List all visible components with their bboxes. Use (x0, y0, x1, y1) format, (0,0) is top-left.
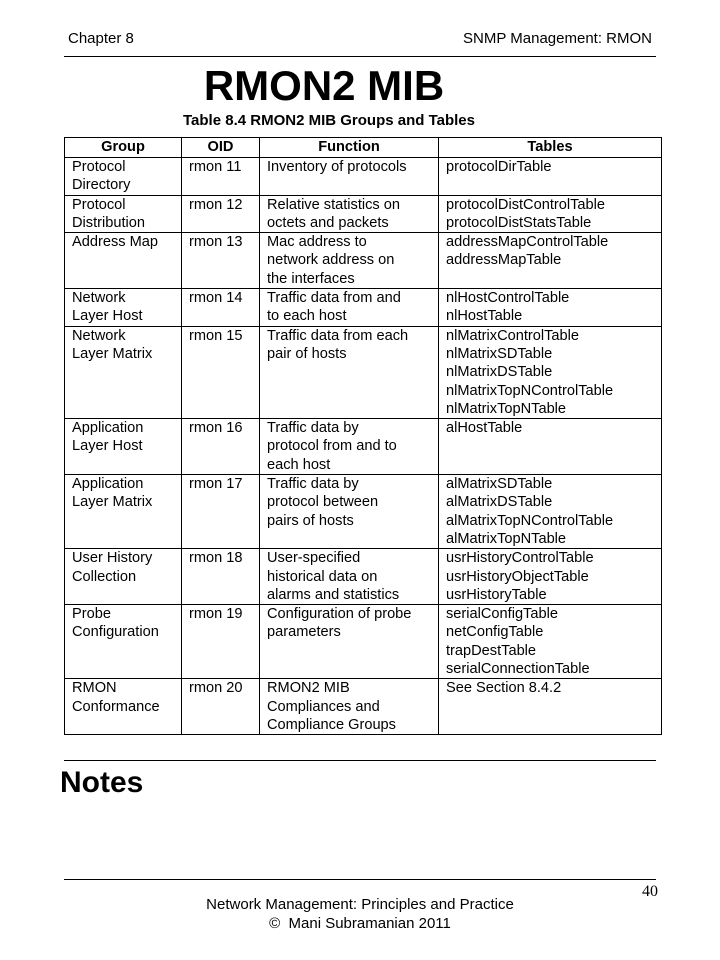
table-header-row (65, 138, 662, 158)
function-cell: Traffic data by protocol from and to each host (260, 419, 439, 475)
function-cell: Mac address to network address on the interfaces (260, 233, 439, 289)
column-header-tables: Tables (439, 138, 662, 158)
table-caption: Table 8.4 RMON2 MIB Groups and Tables (183, 112, 475, 129)
group-cell: Network Layer Matrix (65, 326, 182, 418)
function-cell: Traffic data by protocol between pairs of hosts (260, 475, 439, 549)
group-cell: Application Layer Matrix (65, 475, 182, 549)
function-cell: Relative statistics on octets and packets (260, 195, 439, 233)
function-cell: Traffic data from and to each host (260, 289, 439, 327)
group-cell: Application Layer Host (65, 419, 182, 475)
function-cell: Inventory of protocols (260, 158, 439, 196)
oid-cell: rmon 11 (182, 158, 260, 196)
oid-cell: rmon 18 (182, 549, 260, 605)
tables-cell: addressMapControlTable addressMapTable (439, 233, 662, 289)
function-cell: Configuration of probe parameters (260, 605, 439, 679)
oid-cell: rmon 20 (182, 679, 260, 735)
group-cell: Probe Configuration (65, 605, 182, 679)
table-row (65, 326, 662, 418)
chapter-label: Chapter 8 (68, 30, 134, 47)
tables-cell: nlHostControlTable nlHostTable (439, 289, 662, 327)
tables-cell: See Section 8.4.2 (439, 679, 662, 735)
tables-cell: usrHistoryControlTable usrHistoryObjectTable usrHistoryTable (439, 549, 662, 605)
table-row (65, 289, 662, 327)
oid-cell: rmon 13 (182, 233, 260, 289)
function-cell: User-specified historical data on alarms and statistics (260, 549, 439, 605)
table-row (65, 233, 662, 289)
group-cell: RMON Conformance (65, 679, 182, 735)
oid-cell: rmon 16 (182, 419, 260, 475)
rmon2-mib-table (64, 137, 662, 735)
column-header-function: Function (260, 138, 439, 158)
chapter-topic: SNMP Management: RMON (463, 30, 652, 47)
tables-cell: protocolDirTable (439, 158, 662, 196)
tables-cell: protocolDistControlTable protocolDistStatsTable (439, 195, 662, 233)
notes-heading: Notes (60, 766, 144, 799)
footer-divider (64, 879, 656, 880)
group-cell: Network Layer Host (65, 289, 182, 327)
footer-book-title: Network Management: Principles and Practice (206, 896, 514, 913)
group-cell: Protocol Distribution (65, 195, 182, 233)
table-row (65, 158, 662, 196)
oid-cell: rmon 12 (182, 195, 260, 233)
function-cell: Traffic data from each pair of hosts (260, 326, 439, 418)
column-header-group: Group (65, 138, 182, 158)
tables-cell: alMatrixSDTable alMatrixDSTable alMatrixTopNControlTable alMatrixTopNTable (439, 475, 662, 549)
header-divider (64, 56, 656, 57)
notes-divider (64, 760, 656, 761)
oid-cell: rmon 19 (182, 605, 260, 679)
oid-cell: rmon 14 (182, 289, 260, 327)
oid-cell: rmon 17 (182, 475, 260, 549)
column-header-oid: OID (182, 138, 260, 158)
table-row (65, 419, 662, 475)
table-row (65, 605, 662, 679)
group-cell: Address Map (65, 233, 182, 289)
table-row (65, 195, 662, 233)
footer-copyright: © Mani Subramanian 2011 (269, 915, 451, 932)
footer (0, 895, 720, 933)
slide-title: RMON2 MIB (203, 62, 445, 109)
group-cell: User History Collection (65, 549, 182, 605)
table-row (65, 679, 662, 735)
tables-cell: serialConfigTable netConfigTable trapDestTable serialConnectionTable (439, 605, 662, 679)
tables-cell: alHostTable (439, 419, 662, 475)
page-number: 40 (642, 883, 658, 900)
table-row (65, 475, 662, 549)
tables-cell: nlMatrixControlTable nlMatrixSDTable nlMatrixDSTable nlMatrixTopNControlTable nlMatrixTopNTable (439, 326, 662, 418)
oid-cell: rmon 15 (182, 326, 260, 418)
table-row (65, 549, 662, 605)
function-cell: RMON2 MIB Compliances and Compliance Groups (260, 679, 439, 735)
group-cell: Protocol Directory (65, 158, 182, 196)
